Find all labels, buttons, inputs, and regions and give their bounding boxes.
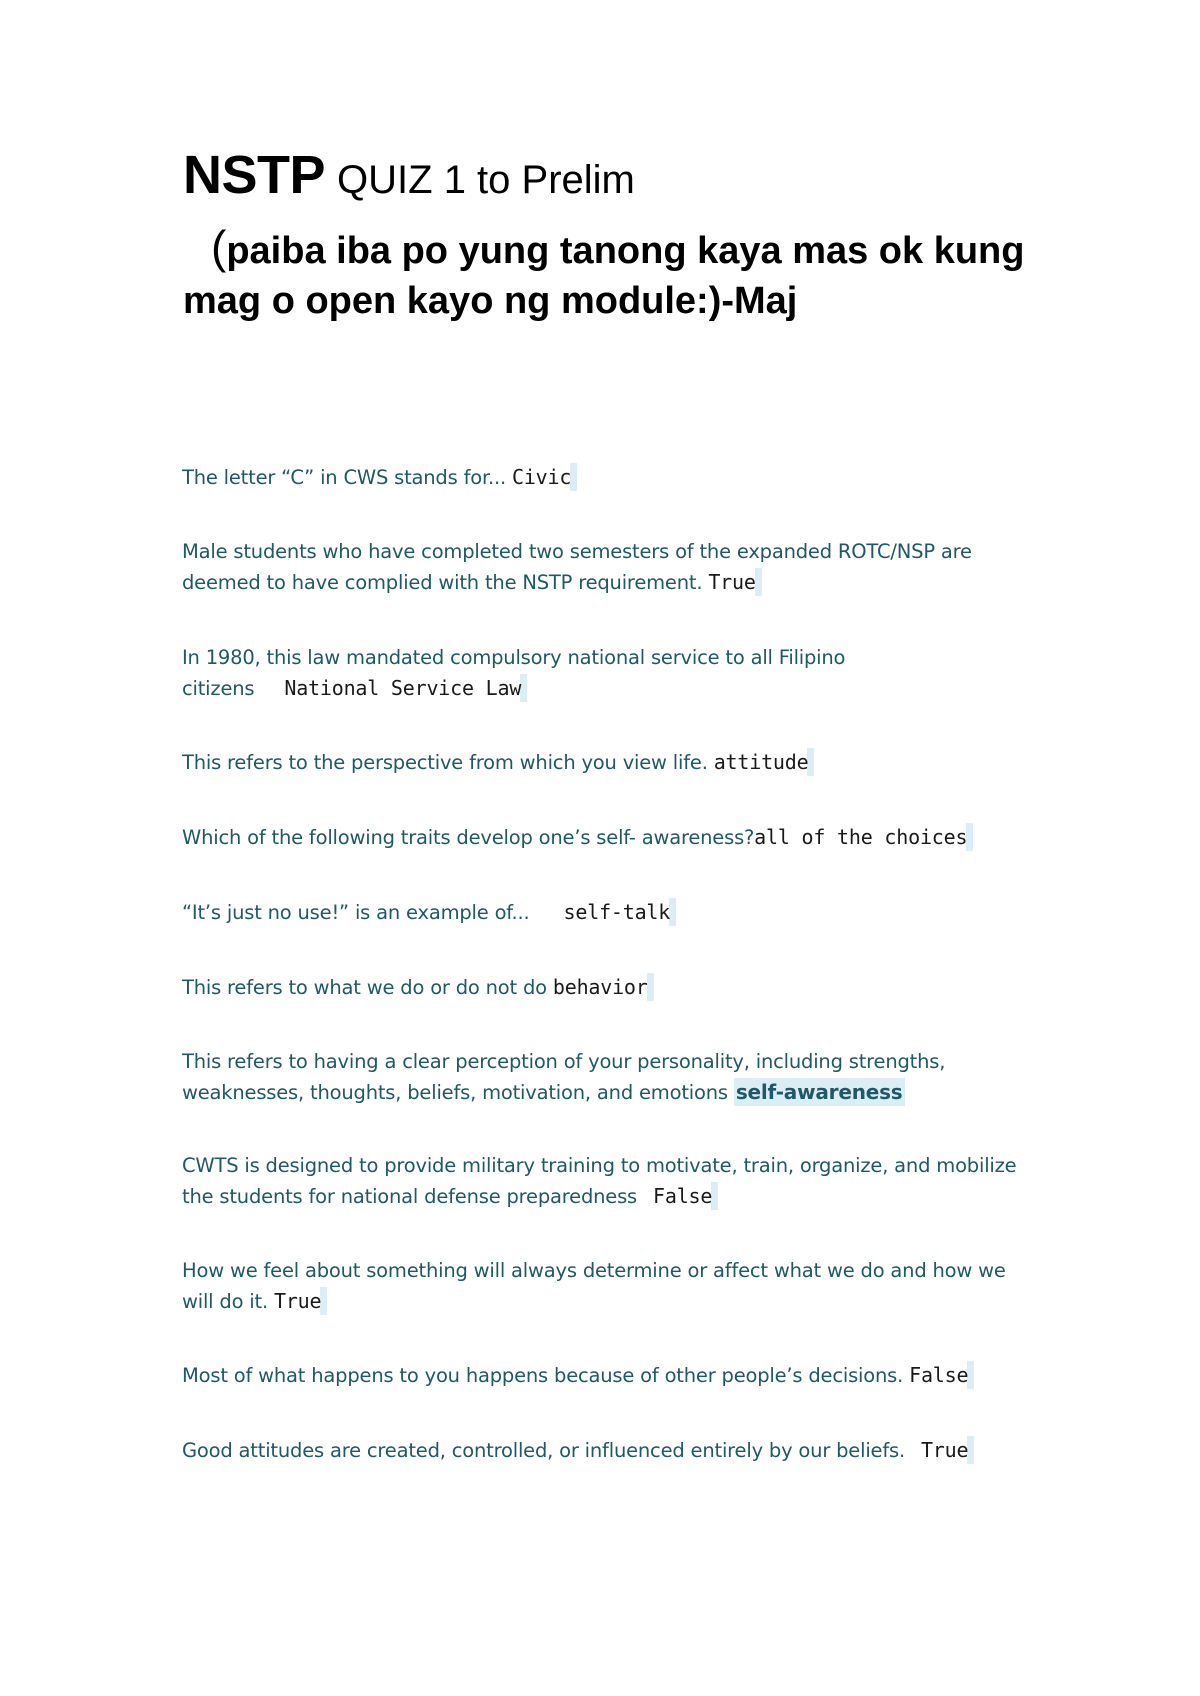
answer-text: False bbox=[909, 1361, 974, 1389]
qa-item bbox=[182, 1435, 1042, 1466]
question-text: The letter “C” in CWS stands for... bbox=[182, 466, 506, 489]
question-text: This refers to the perspective from which you view life. bbox=[182, 751, 708, 774]
answer-text: self-talk bbox=[564, 898, 677, 926]
answer-text: self-awareness bbox=[735, 1080, 903, 1104]
qa-item bbox=[182, 462, 1042, 493]
answer-text: Civic bbox=[512, 463, 577, 491]
question-text: In 1980, this law mandated compulsory national service to all Filipino citizens bbox=[182, 646, 846, 700]
answer-text: False bbox=[653, 1182, 718, 1210]
document-note bbox=[183, 222, 1063, 326]
question-text: Which of the following traits develop one’s self- awareness? bbox=[182, 826, 755, 849]
answer-text: True bbox=[921, 1436, 974, 1464]
answer-text: True bbox=[274, 1287, 327, 1315]
answer-text: behavior bbox=[553, 973, 654, 1001]
qa-item bbox=[182, 643, 882, 704]
qa-item bbox=[182, 747, 1042, 778]
answer-text: attitude bbox=[714, 748, 815, 776]
question-text: This refers to what we do or do not do bbox=[182, 976, 547, 999]
question-text: CWTS is designed to provide military training to motivate, train, organize, and mobilize the students for national defense preparedness bbox=[182, 1154, 1017, 1208]
question-text: Good attitudes are created, controlled, or influenced entirely by our beliefs. bbox=[182, 1439, 905, 1462]
qa-item bbox=[182, 897, 1042, 928]
question-text: How we feel about something will always determine or affect what we do and how we will do it. bbox=[182, 1259, 1006, 1313]
document-title bbox=[183, 145, 635, 205]
qa-item bbox=[182, 1047, 1042, 1108]
question-text: Male students who have completed two semesters of the expanded ROTC/NSP are deemed to have complied with the NSTP requirement. bbox=[182, 540, 972, 594]
question-text: Most of what happens to you happens because of other people’s decisions. bbox=[182, 1364, 904, 1387]
qa-item bbox=[182, 1151, 1042, 1212]
note-text: paiba iba po yung tanong kaya mas ok kung mag o open kayo ng module:)-Maj bbox=[183, 230, 1025, 322]
question-text: This refers to having a clear perception of your personality, including strengths, weaknesses, thoughts, beliefs, motivation, and emotions bbox=[182, 1050, 946, 1104]
qa-item bbox=[182, 1256, 1042, 1317]
title-sub: QUIZ 1 to Prelim bbox=[337, 158, 635, 202]
question-text: “It’s just no use!” is an example of... bbox=[182, 901, 530, 924]
title-main: NSTP bbox=[183, 145, 326, 205]
note-paren: ( bbox=[211, 221, 227, 273]
qa-item bbox=[182, 537, 1042, 598]
qa-item bbox=[182, 972, 1042, 1003]
qa-item bbox=[182, 822, 1042, 853]
answer-text: True bbox=[708, 568, 761, 596]
answer-text: National Service Law bbox=[284, 674, 527, 702]
qa-item bbox=[182, 1360, 1042, 1391]
answer-text: all of the choices bbox=[754, 823, 973, 851]
